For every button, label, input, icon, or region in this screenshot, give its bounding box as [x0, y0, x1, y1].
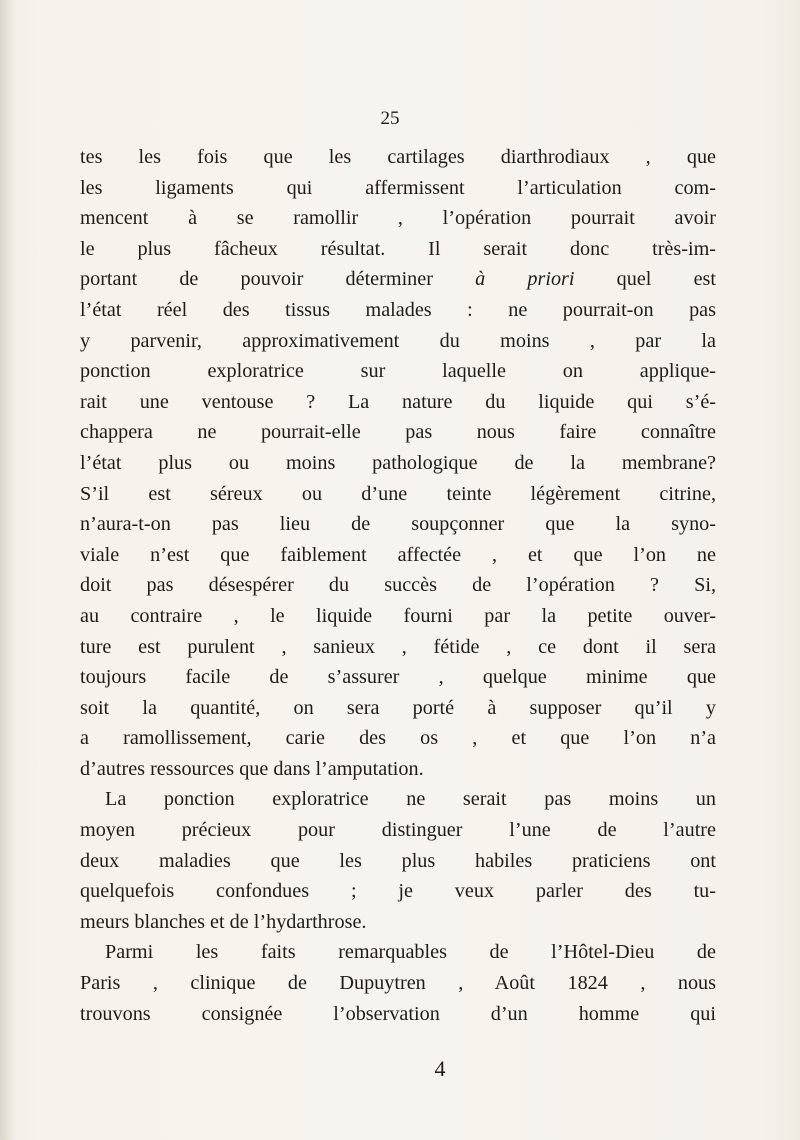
text-line-5: portant de pouvoir déterminer à priori quel est — [80, 268, 717, 291]
text-line-11: l’état plus ou moins pathologique de la membrane? — [80, 451, 716, 474]
text-line-7: y parvenir, approximativement du moins , par la — [80, 329, 716, 352]
text-line-22: La ponction exploratrice ne serait pas moins un — [105, 788, 716, 811]
text-line-26: meurs blanches et de l’hydarthrose. — [80, 910, 367, 933]
text-line-27: Parmi les faits remarquables de l’Hôtel-Dieu de — [105, 941, 716, 964]
italic-phrase: à priori — [475, 268, 575, 291]
text-line-23: moyen précieux pour distinguer l’une de l’autre — [80, 819, 716, 842]
body-text — [80, 142, 716, 1029]
text-line-13: n’aura-t-on pas lieu de soupçonner que la syno- — [80, 513, 716, 536]
text-line-2: les ligaments qui affermissent l’articulation com- — [80, 176, 716, 199]
text-line-24: deux maladies que les plus habiles praticiens ont — [80, 849, 716, 872]
text-line-28: Paris , clinique de Dupuytren , Août 1824 , nous — [80, 972, 716, 995]
text-line-20: a ramollissement, carie des os , et que l’on n’a — [80, 727, 716, 750]
text-line-17: ture est purulent , sanieux , fétide , ce dont il sera — [80, 635, 716, 658]
text-line-21: d’autres ressources que dans l’amputation. — [80, 757, 424, 780]
page-gutter-shadow — [0, 0, 14, 1140]
text-line-16: au contraire , le liquide fourni par la petite ouver- — [80, 604, 716, 627]
text-line-14: viale n’est que faiblement affectée , et que l’on ne — [80, 543, 716, 566]
text-line-3: mencent à se ramollir , l’opération pourrait avoir — [80, 207, 716, 230]
text-line-29: trouvons consignée l’observation d’un homme qui — [80, 1002, 716, 1025]
text-line-4: le plus fâcheux résultat. Il serait donc très-im- — [80, 237, 716, 260]
text-line-8: ponction exploratrice sur laquelle on applique- — [80, 360, 716, 383]
text-line-9: rait une ventouse ? La nature du liquide qui s’é- — [80, 390, 716, 413]
page-number: 25 — [380, 108, 400, 129]
text-line-18: toujours facile de s’assurer , quelque minime que — [80, 666, 716, 689]
text-line-6: l’état réel des tissus malades : ne pourrait-on pas — [80, 298, 716, 321]
text-line-12: S’il est séreux ou d’une teinte légèrement citrine, — [80, 482, 716, 505]
text-line-19: soit la quantité, on sera porté à supposer qu’il y — [80, 696, 716, 719]
text-line-10: chappera ne pourrait-elle pas nous faire connaître — [80, 421, 716, 444]
signature-mark: 4 — [434, 1056, 446, 1081]
text-line-25: quelquefois confondues ; je veux parler des tu- — [80, 880, 716, 903]
text-line-15: doit pas désespérer du succès de l’opération ? Si, — [80, 574, 716, 597]
text-line-1: tes les fois que les cartilages diarthrodiaux , que — [80, 146, 716, 168]
